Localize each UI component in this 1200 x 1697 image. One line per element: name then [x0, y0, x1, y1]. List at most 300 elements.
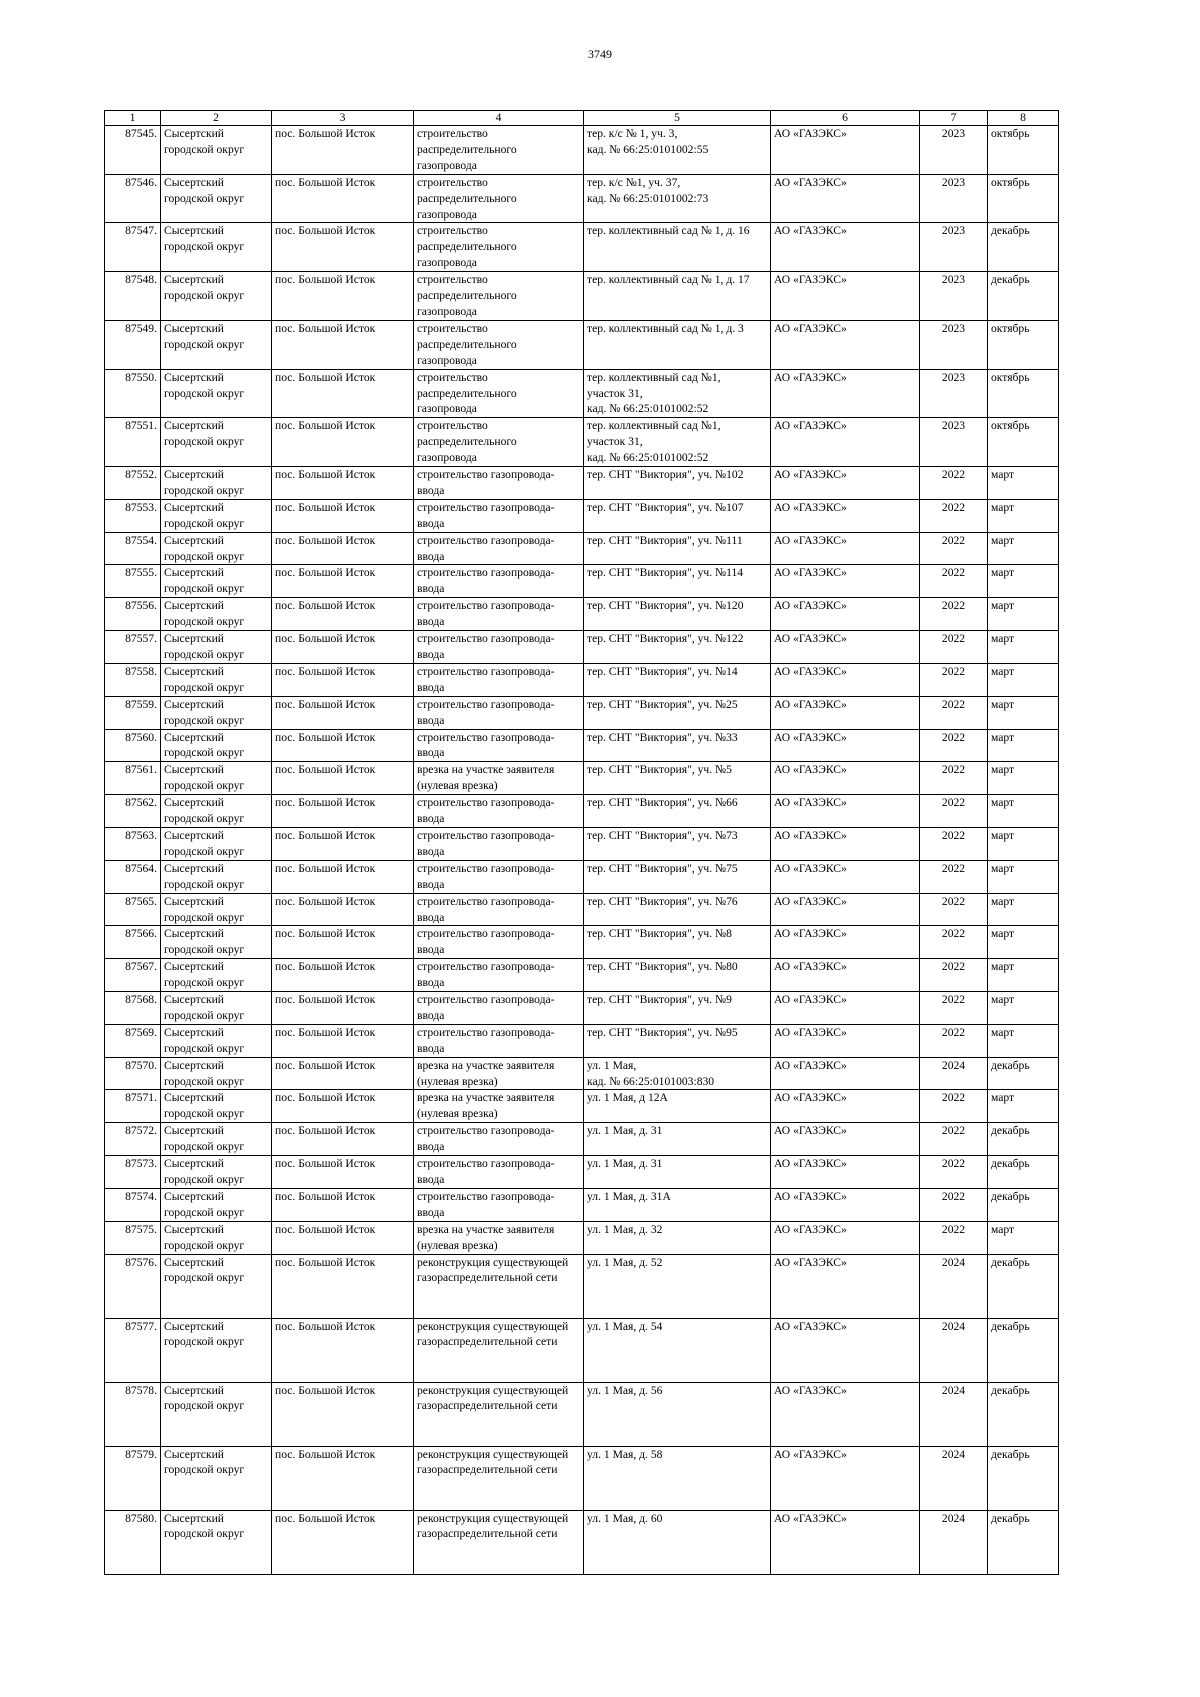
- cell-line: строительство: [417, 321, 488, 335]
- address-cell: [584, 631, 771, 664]
- cell-line: тер. СНТ "Виктория", уч. №107: [587, 500, 744, 514]
- address-cell: [584, 565, 771, 598]
- address-cell: [584, 762, 771, 795]
- cell-line: газопровода: [417, 207, 477, 221]
- row-number-cell: 87546.: [105, 174, 161, 223]
- cell-line: тер. СНТ "Виктория", уч. №66: [587, 796, 738, 810]
- cell-line: Сысертский: [164, 500, 224, 514]
- month-cell: декабрь: [988, 1254, 1059, 1318]
- organization-cell: АО «ГАЗЭКС»: [771, 893, 920, 926]
- organization-cell: АО «ГАЗЭКС»: [771, 532, 920, 565]
- cell-line: Сысертский: [164, 468, 224, 482]
- settlement-cell: пос. Большой Исток: [272, 860, 414, 893]
- cell-line: тер. СНТ "Виктория", уч. №25: [587, 697, 738, 711]
- year-cell: 2024: [920, 1057, 988, 1090]
- cell-line: врезка на участке заявителя: [417, 763, 555, 777]
- settlement-cell: пос. Большой Исток: [272, 598, 414, 631]
- year-cell: 2023: [920, 126, 988, 175]
- work-type-cell: [414, 663, 584, 696]
- settlement-cell: пос. Большой Исток: [272, 1221, 414, 1254]
- cell-line: городской округ: [164, 1463, 245, 1477]
- organization-cell: АО «ГАЗЭКС»: [771, 223, 920, 272]
- year-cell: 2022: [920, 696, 988, 729]
- cell-line: распределительного: [417, 386, 517, 400]
- month-cell: март: [988, 1221, 1059, 1254]
- address-cell: [584, 696, 771, 729]
- address-cell: [584, 1446, 771, 1510]
- year-cell: 2022: [920, 893, 988, 926]
- row-number-cell: 87573.: [105, 1156, 161, 1189]
- district-cell: [161, 1446, 272, 1510]
- cell-line: городской округ: [164, 1008, 245, 1022]
- year-cell: 2022: [920, 1024, 988, 1057]
- row-number-cell: 87568.: [105, 992, 161, 1025]
- table-row: [105, 1090, 1059, 1123]
- address-cell: [584, 1188, 771, 1221]
- month-cell: декабрь: [988, 1156, 1059, 1189]
- settlement-cell: пос. Большой Исток: [272, 174, 414, 223]
- table-row: [105, 893, 1059, 926]
- row-number-cell: 87565.: [105, 893, 161, 926]
- month-cell: март: [988, 532, 1059, 565]
- district-cell: [161, 631, 272, 664]
- row-number-cell: 87567.: [105, 959, 161, 992]
- table-row: [105, 959, 1059, 992]
- cell-line: ул. 1 Мая, д. 56: [587, 1383, 663, 1397]
- cell-line: городской округ: [164, 976, 245, 990]
- organization-cell: АО «ГАЗЭКС»: [771, 1254, 920, 1318]
- organization-cell: АО «ГАЗЭКС»: [771, 499, 920, 532]
- district-cell: [161, 992, 272, 1025]
- cell-line: строительство: [417, 224, 488, 238]
- year-cell: 2023: [920, 369, 988, 418]
- cell-line: городской округ: [164, 435, 245, 449]
- cell-line: тер. коллективный сад № 1, д. 16: [587, 224, 750, 238]
- cell-line: ул. 1 Мая,: [587, 1058, 637, 1072]
- district-cell: [161, 762, 272, 795]
- cell-line: Сысертский: [164, 1383, 224, 1397]
- cell-line: Сысертский: [164, 894, 224, 908]
- cell-line: тер. СНТ "Виктория", уч. №14: [587, 664, 738, 678]
- cell-line: строительство газопровода-: [417, 599, 555, 613]
- cell-line: газопровода: [417, 256, 477, 270]
- year-cell: 2023: [920, 418, 988, 467]
- work-type-cell: [414, 762, 584, 795]
- row-number-cell: 87569.: [105, 1024, 161, 1057]
- work-type-cell: [414, 532, 584, 565]
- settlement-cell: пос. Большой Исток: [272, 1090, 414, 1123]
- district-cell: [161, 1123, 272, 1156]
- cell-line: городской округ: [164, 1271, 245, 1285]
- table-row: [105, 663, 1059, 696]
- cell-line: Сысертский: [164, 1447, 224, 1461]
- month-cell: октябрь: [988, 320, 1059, 369]
- month-cell: март: [988, 860, 1059, 893]
- address-cell: [584, 532, 771, 565]
- cell-line: Сысертский: [164, 1058, 224, 1072]
- settlement-cell: пос. Большой Исток: [272, 729, 414, 762]
- table-row: [105, 499, 1059, 532]
- cell-line: тер. СНТ "Виктория", уч. №5: [587, 763, 732, 777]
- work-type-cell: [414, 1221, 584, 1254]
- cell-line: строительство: [417, 419, 488, 433]
- address-cell: [584, 959, 771, 992]
- column-header: 2: [161, 111, 272, 126]
- cell-line: Сысертский: [164, 828, 224, 842]
- table-row: [105, 1318, 1059, 1382]
- organization-cell: АО «ГАЗЭКС»: [771, 1318, 920, 1382]
- cell-line: ввода: [417, 1173, 445, 1186]
- cell-line: Сысертский: [164, 1157, 224, 1171]
- district-cell: [161, 1057, 272, 1090]
- cell-line: городской округ: [164, 877, 245, 891]
- cell-line: городской округ: [164, 1527, 245, 1541]
- cell-line: Сысертский: [164, 1222, 224, 1236]
- month-cell: декабрь: [988, 1510, 1059, 1574]
- cell-line: Сысертский: [164, 273, 224, 287]
- cell-line: городской округ: [164, 680, 245, 694]
- table-row: [105, 565, 1059, 598]
- settlement-cell: пос. Большой Исток: [272, 369, 414, 418]
- cell-line: тер. к/с № 1, уч. 3,: [587, 127, 678, 140]
- cell-line: распределительного: [417, 240, 517, 254]
- work-type-cell: [414, 1156, 584, 1189]
- cell-line: ввода: [417, 680, 445, 694]
- cell-line: реконструкция существующей: [417, 1447, 569, 1461]
- cell-line: тер. к/с №1, уч. 37,: [587, 175, 681, 189]
- settlement-cell: пос. Большой Исток: [272, 126, 414, 175]
- district-cell: [161, 272, 272, 321]
- cell-line: Сысертский: [164, 993, 224, 1007]
- cell-line: газораспределительной сети: [417, 1399, 558, 1413]
- row-number-cell: 87559.: [105, 696, 161, 729]
- cell-line: строительство: [417, 370, 488, 384]
- cell-line: ул. 1 Мая, д 12А: [587, 1091, 668, 1105]
- year-cell: 2022: [920, 1156, 988, 1189]
- table-row: [105, 223, 1059, 272]
- cell-line: городской округ: [164, 582, 245, 596]
- district-cell: [161, 893, 272, 926]
- cell-line: городской округ: [164, 142, 245, 156]
- year-cell: 2024: [920, 1446, 988, 1510]
- work-type-cell: [414, 272, 584, 321]
- cell-line: тер. коллективный сад №1,: [587, 370, 721, 384]
- district-cell: [161, 959, 272, 992]
- table-row: [105, 827, 1059, 860]
- month-cell: март: [988, 926, 1059, 959]
- settlement-cell: пос. Большой Исток: [272, 565, 414, 598]
- address-cell: [584, 893, 771, 926]
- cell-line: городской округ: [164, 1399, 245, 1413]
- address-cell: [584, 467, 771, 500]
- row-number-cell: 87562.: [105, 795, 161, 828]
- cell-line: Сысертский: [164, 599, 224, 613]
- table-row: [105, 174, 1059, 223]
- work-type-cell: [414, 1090, 584, 1123]
- district-cell: [161, 1221, 272, 1254]
- row-number-cell: 87553.: [105, 499, 161, 532]
- row-number-cell: 87556.: [105, 598, 161, 631]
- table-body: [105, 126, 1059, 1575]
- settlement-cell: пос. Большой Исток: [272, 992, 414, 1025]
- cell-line: Сысертский: [164, 1319, 224, 1333]
- district-cell: [161, 467, 272, 500]
- cell-line: городской округ: [164, 1205, 245, 1219]
- month-cell: март: [988, 631, 1059, 664]
- work-type-cell: [414, 1254, 584, 1318]
- cell-line: тер. СНТ "Виктория", уч. №111: [587, 533, 743, 547]
- organization-cell: АО «ГАЗЭКС»: [771, 1123, 920, 1156]
- cell-line: строительство газопровода-: [417, 533, 555, 547]
- cell-line: газораспределительной сети: [417, 1463, 558, 1477]
- work-type-cell: [414, 320, 584, 369]
- cell-line: Сысертский: [164, 175, 224, 189]
- settlement-cell: пос. Большой Исток: [272, 418, 414, 467]
- cell-line: кад. № 66:25:0101002:52: [587, 451, 709, 465]
- column-header: 1: [105, 111, 161, 126]
- cell-line: строительство: [417, 273, 488, 287]
- organization-cell: АО «ГАЗЭКС»: [771, 565, 920, 598]
- district-cell: [161, 499, 272, 532]
- cell-line: распределительного: [417, 142, 517, 156]
- month-cell: декабрь: [988, 1382, 1059, 1446]
- row-number-cell: 87572.: [105, 1123, 161, 1156]
- row-number-cell: 87578.: [105, 1382, 161, 1446]
- cell-line: ул. 1 Мая, д. 31: [587, 1157, 663, 1171]
- cell-line: городской округ: [164, 648, 245, 661]
- organization-cell: АО «ГАЗЭКС»: [771, 992, 920, 1025]
- cell-line: тер. СНТ "Виктория", уч. №122: [587, 632, 744, 646]
- cell-line: городской округ: [164, 289, 245, 303]
- settlement-cell: пос. Большой Исток: [272, 827, 414, 860]
- cell-line: реконструкция существующей: [417, 1383, 569, 1397]
- district-cell: [161, 418, 272, 467]
- work-type-cell: [414, 992, 584, 1025]
- column-header: 6: [771, 111, 920, 126]
- cell-line: газопровода: [417, 304, 477, 318]
- address-cell: [584, 1510, 771, 1574]
- cell-line: строительство газопровода-: [417, 1124, 555, 1138]
- district-cell: [161, 1382, 272, 1446]
- year-cell: 2022: [920, 631, 988, 664]
- cell-line: городской округ: [164, 191, 245, 205]
- column-number-row: [105, 111, 1059, 126]
- cell-line: строительство газопровода-: [417, 894, 555, 908]
- district-cell: [161, 926, 272, 959]
- cell-line: строительство газопровода-: [417, 566, 555, 580]
- row-number-cell: 87548.: [105, 272, 161, 321]
- year-cell: 2024: [920, 1382, 988, 1446]
- work-type-cell: [414, 418, 584, 467]
- year-cell: 2022: [920, 860, 988, 893]
- cell-line: ввода: [417, 976, 445, 990]
- row-number-cell: 87560.: [105, 729, 161, 762]
- cell-line: Сысертский: [164, 370, 224, 384]
- organization-cell: АО «ГАЗЭКС»: [771, 1057, 920, 1090]
- cell-line: тер. СНТ "Виктория", уч. №120: [587, 599, 744, 613]
- work-type-cell: [414, 1510, 584, 1574]
- cell-line: городской округ: [164, 615, 245, 629]
- work-type-cell: [414, 467, 584, 500]
- table-row: [105, 1024, 1059, 1057]
- organization-cell: АО «ГАЗЭКС»: [771, 467, 920, 500]
- settlement-cell: пос. Большой Исток: [272, 893, 414, 926]
- organization-cell: АО «ГАЗЭКС»: [771, 926, 920, 959]
- cell-line: городской округ: [164, 812, 245, 826]
- organization-cell: АО «ГАЗЭКС»: [771, 1188, 920, 1221]
- row-number-cell: 87564.: [105, 860, 161, 893]
- cell-line: городской округ: [164, 1107, 245, 1121]
- cell-line: распределительного: [417, 337, 517, 351]
- month-cell: март: [988, 795, 1059, 828]
- month-cell: март: [988, 729, 1059, 762]
- address-cell: [584, 795, 771, 828]
- cell-line: городской округ: [164, 386, 245, 400]
- cell-line: ул. 1 Мая, д. 31: [587, 1124, 663, 1138]
- address-cell: [584, 499, 771, 532]
- cell-line: ввода: [417, 1008, 445, 1022]
- table-row: [105, 926, 1059, 959]
- cell-line: тер. коллективный сад №1,: [587, 419, 721, 433]
- cell-line: тер. СНТ "Виктория", уч. №76: [587, 894, 738, 908]
- cell-line: распределительного: [417, 435, 517, 449]
- month-cell: март: [988, 467, 1059, 500]
- work-type-cell: [414, 369, 584, 418]
- work-type-cell: [414, 1057, 584, 1090]
- work-type-cell: [414, 1024, 584, 1057]
- cell-line: тер. коллективный сад № 1, д. 17: [587, 273, 750, 287]
- month-cell: март: [988, 499, 1059, 532]
- settlement-cell: пос. Большой Исток: [272, 1057, 414, 1090]
- cell-line: городской округ: [164, 516, 245, 530]
- settlement-cell: пос. Большой Исток: [272, 663, 414, 696]
- cell-line: городской округ: [164, 1041, 245, 1055]
- district-cell: [161, 696, 272, 729]
- district-cell: [161, 223, 272, 272]
- cell-line: (нулевая врезка): [417, 1074, 498, 1088]
- cell-line: тер. СНТ "Виктория", уч. №75: [587, 861, 738, 875]
- district-cell: [161, 795, 272, 828]
- year-cell: 2022: [920, 565, 988, 598]
- row-number-cell: 87574.: [105, 1188, 161, 1221]
- cell-line: тер. СНТ "Виктория", уч. №8: [587, 927, 732, 941]
- cell-line: газораспределительной сети: [417, 1271, 558, 1285]
- table-row: [105, 696, 1059, 729]
- address-cell: [584, 1090, 771, 1123]
- cell-line: ввода: [417, 1140, 445, 1154]
- cell-line: строительство газопровода-: [417, 1189, 555, 1203]
- cell-line: городской округ: [164, 1238, 245, 1252]
- table-row: [105, 598, 1059, 631]
- table-row: [105, 1123, 1059, 1156]
- cell-line: врезка на участке заявителя: [417, 1222, 555, 1236]
- district-cell: [161, 1156, 272, 1189]
- address-cell: [584, 860, 771, 893]
- row-number-cell: 87563.: [105, 827, 161, 860]
- cell-line: Сысертский: [164, 566, 224, 580]
- cell-line: строительство газопровода-: [417, 697, 555, 711]
- month-cell: март: [988, 565, 1059, 598]
- settlement-cell: пос. Большой Исток: [272, 1318, 414, 1382]
- month-cell: март: [988, 696, 1059, 729]
- cell-line: ул. 1 Мая, д. 31А: [587, 1189, 671, 1203]
- work-type-cell: [414, 174, 584, 223]
- cell-line: строительство газопровода-: [417, 796, 555, 810]
- table-row: [105, 729, 1059, 762]
- cell-line: городской округ: [164, 910, 245, 924]
- table-row: [105, 1188, 1059, 1221]
- settlement-cell: пос. Большой Исток: [272, 1156, 414, 1189]
- month-cell: октябрь: [988, 418, 1059, 467]
- month-cell: декабрь: [988, 1057, 1059, 1090]
- row-number-cell: 87550.: [105, 369, 161, 418]
- cell-line: строительство газопровода-: [417, 632, 555, 646]
- month-cell: декабрь: [988, 272, 1059, 321]
- work-type-cell: [414, 860, 584, 893]
- row-number-cell: 87555.: [105, 565, 161, 598]
- cell-line: кад. № 66:25:0101003:830: [587, 1074, 715, 1088]
- cell-line: тер. СНТ "Виктория", уч. №33: [587, 730, 738, 744]
- district-cell: [161, 174, 272, 223]
- table-row: [105, 1510, 1059, 1574]
- cell-line: Сысертский: [164, 419, 224, 433]
- table-row: [105, 1254, 1059, 1318]
- table-row: [105, 126, 1059, 175]
- cell-line: ввода: [417, 877, 445, 891]
- year-cell: 2022: [920, 762, 988, 795]
- organization-cell: АО «ГАЗЭКС»: [771, 827, 920, 860]
- settlement-cell: пос. Большой Исток: [272, 1123, 414, 1156]
- year-cell: 2022: [920, 663, 988, 696]
- row-number-cell: 87577.: [105, 1318, 161, 1382]
- cell-line: ул. 1 Мая, д. 58: [587, 1447, 663, 1461]
- table-row: [105, 992, 1059, 1025]
- column-header: 4: [414, 111, 584, 126]
- cell-line: городской округ: [164, 483, 245, 497]
- year-cell: 2022: [920, 532, 988, 565]
- table-row: [105, 369, 1059, 418]
- table-row: [105, 1446, 1059, 1510]
- organization-cell: АО «ГАЗЭКС»: [771, 631, 920, 664]
- cell-line: тер. СНТ "Виктория", уч. №73: [587, 828, 738, 842]
- cell-line: городской округ: [164, 1140, 245, 1154]
- organization-cell: АО «ГАЗЭКС»: [771, 795, 920, 828]
- cell-line: тер. коллективный сад № 1, д. 3: [587, 321, 744, 335]
- organization-cell: АО «ГАЗЭКС»: [771, 1090, 920, 1123]
- organization-cell: АО «ГАЗЭКС»: [771, 729, 920, 762]
- cell-line: (нулевая врезка): [417, 779, 498, 793]
- organization-cell: АО «ГАЗЭКС»: [771, 1221, 920, 1254]
- cell-line: Сысертский: [164, 1025, 224, 1039]
- month-cell: март: [988, 663, 1059, 696]
- work-type-cell: [414, 1318, 584, 1382]
- address-cell: [584, 1123, 771, 1156]
- cell-line: строительство газопровода-: [417, 500, 555, 514]
- cell-line: городской округ: [164, 943, 245, 957]
- cell-line: строительство газопровода-: [417, 1025, 555, 1039]
- address-cell: [584, 418, 771, 467]
- row-number-cell: 87551.: [105, 418, 161, 467]
- settlement-cell: пос. Большой Исток: [272, 926, 414, 959]
- month-cell: октябрь: [988, 174, 1059, 223]
- table-row: [105, 467, 1059, 500]
- column-header: 7: [920, 111, 988, 126]
- cell-line: Сысертский: [164, 127, 224, 140]
- year-cell: 2022: [920, 1090, 988, 1123]
- cell-line: газопровода: [417, 451, 477, 465]
- settlement-cell: пос. Большой Исток: [272, 1254, 414, 1318]
- row-number-cell: 87571.: [105, 1090, 161, 1123]
